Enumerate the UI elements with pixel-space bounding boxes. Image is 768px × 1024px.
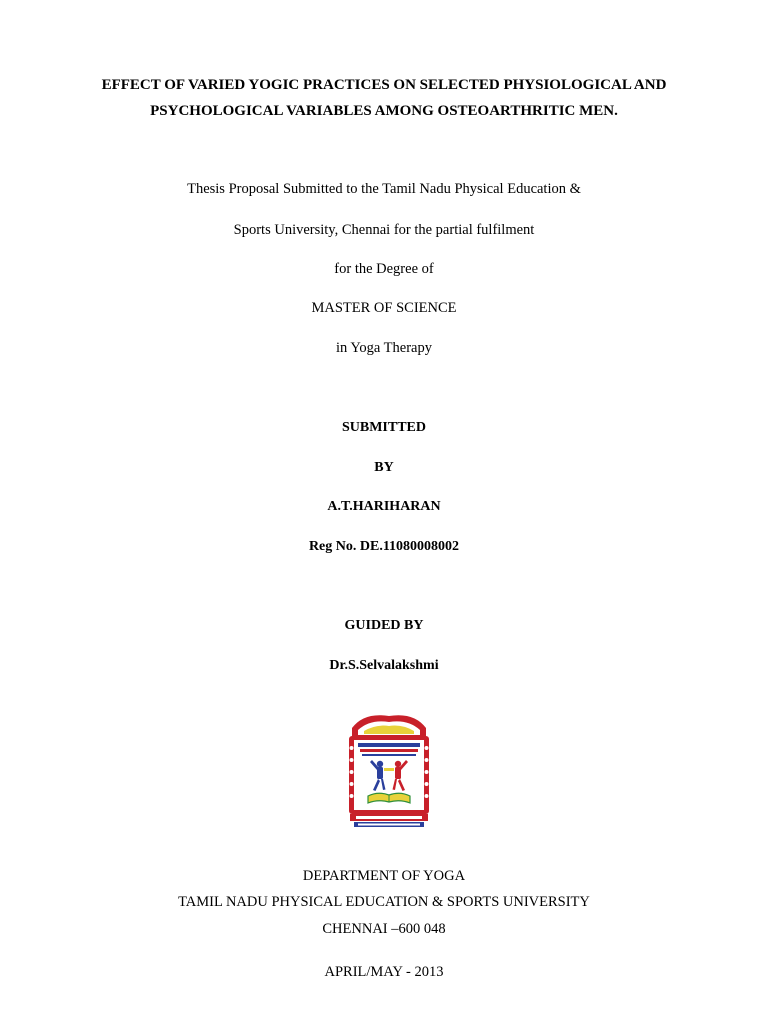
registration-number: Reg No. DE.11080008002	[308, 539, 460, 554]
submitted-label: SUBMITTED	[341, 420, 427, 435]
degree-field: in Yoga Therapy	[336, 340, 432, 356]
title-line-2: PSYCHOLOGICAL VARIABLES AMONG OSTEOARTHRITIC MEN.	[150, 103, 618, 119]
guide-name: Dr.S.Selvalakshmi	[329, 658, 439, 673]
department-name: DEPARTMENT OF YOGA	[302, 868, 466, 884]
university-name: TAMIL NADU PHYSICAL EDUCATION & SPORTS UNIVERSITY	[178, 894, 590, 910]
by-label: BY	[374, 460, 394, 475]
proposal-line-1: Thesis Proposal Submitted to the Tamil Nadu Physical Education &	[187, 181, 581, 197]
proposal-line-2: Sports University, Chennai for the partial fulfilment	[233, 222, 535, 238]
title-line-1: EFFECT OF VARIED YOGIC PRACTICES ON SELECTED PHYSIOLOGICAL AND	[101, 77, 667, 93]
guided-by-label: GUIDED BY	[344, 618, 424, 633]
proposal-line-3: for the Degree of	[334, 261, 434, 277]
degree-name: MASTER OF SCIENCE	[311, 300, 457, 316]
submission-date: APRIL/MAY - 2013	[324, 964, 444, 980]
author-name: A.T.HARIHARAN	[327, 499, 441, 514]
city-pincode: CHENNAI –600 048	[322, 921, 446, 937]
university-seal-icon	[344, 710, 434, 832]
